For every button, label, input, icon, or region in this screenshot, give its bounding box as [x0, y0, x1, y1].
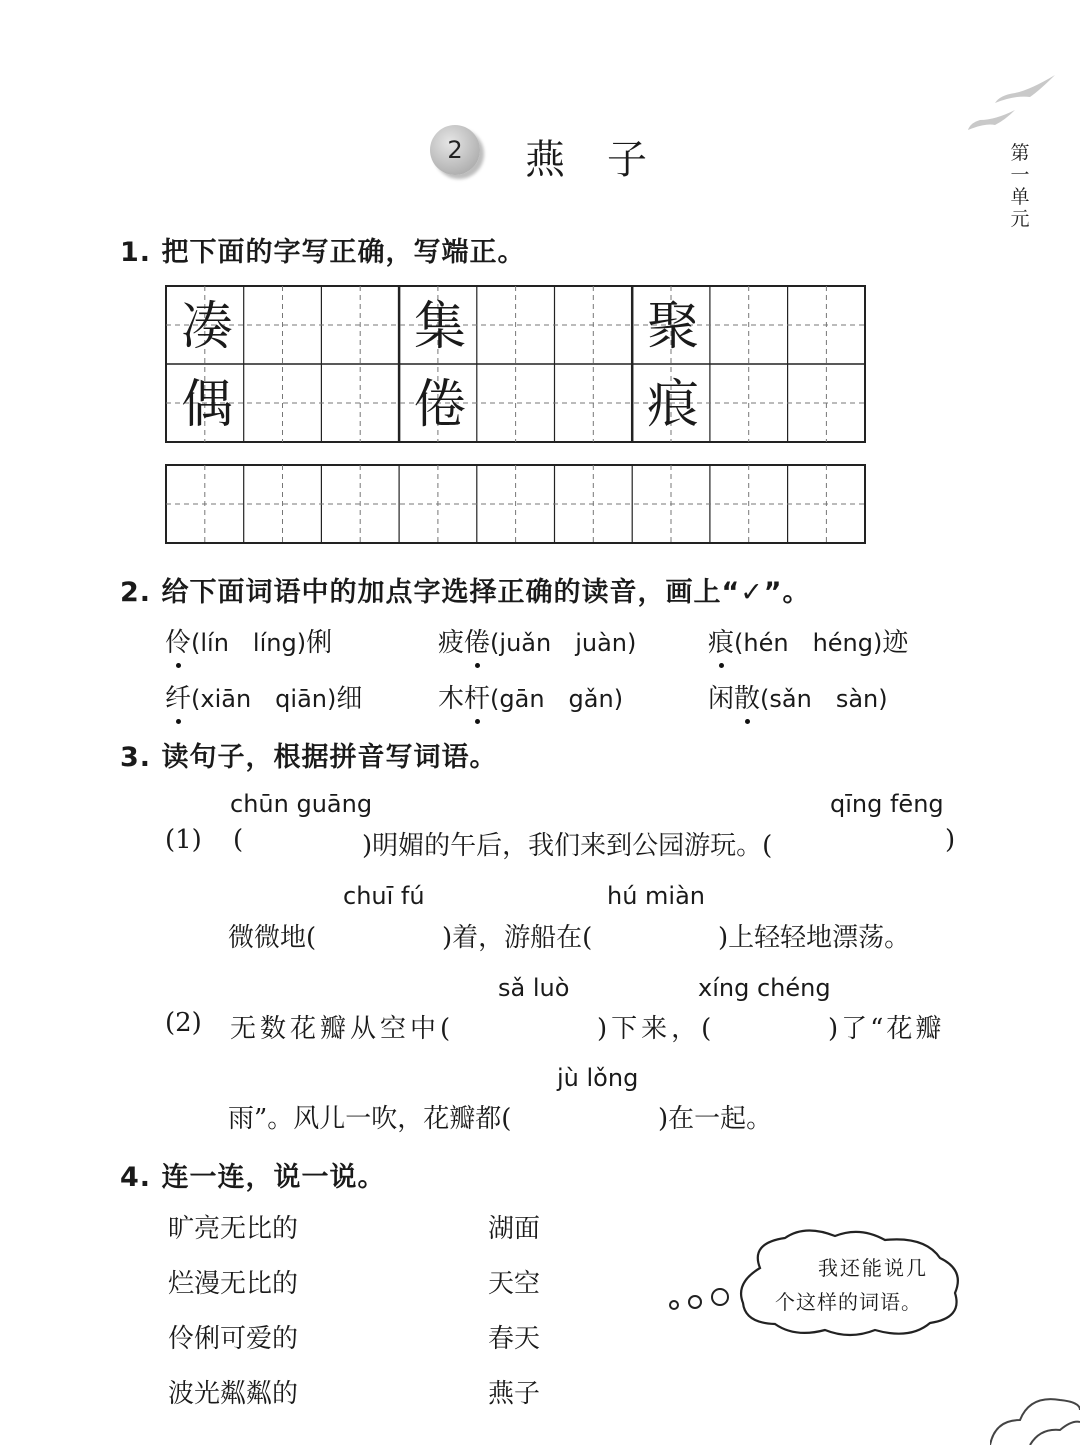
- char-hen: 痕: [646, 375, 699, 435]
- flying-birds-icon: [960, 65, 1070, 140]
- thought-text: 个这样的词语。: [775, 1290, 922, 1314]
- q1-heading: 1. 把下面的字写正确，写端正。: [120, 237, 526, 268]
- pinyin-options: (juǎn juàn): [490, 629, 637, 657]
- sentence-text: )明媚的午后，我们来到公园游玩。(: [362, 831, 773, 861]
- sentence-number: (1): [165, 825, 202, 855]
- match-right-item[interactable]: 湖面: [488, 1214, 541, 1244]
- pinyin-hint: chuī fú: [343, 882, 425, 910]
- dotted-char: 散: [734, 678, 760, 715]
- sentence-text: )上轻轻地漂荡。: [718, 923, 911, 953]
- pronunciation-item[interactable]: [165, 678, 362, 715]
- pinyin-options: (sǎn sàn): [760, 685, 888, 713]
- writing-grid-1: [165, 285, 867, 445]
- sentence-number: (2): [165, 1008, 202, 1038]
- char-ou: 偶: [180, 375, 233, 435]
- writing-grid-2[interactable]: [165, 464, 867, 546]
- pronunciation-item[interactable]: [438, 678, 623, 715]
- pinyin-hint: xíng chéng: [698, 974, 831, 1002]
- q2-heading: 2. 给下面词语中的加点字选择正确的读音，画上“✓”。: [120, 577, 811, 608]
- word-prefix: 闲: [708, 684, 735, 714]
- match-right-item[interactable]: 春天: [488, 1324, 541, 1354]
- match-left-item[interactable]: 烂漫无比的: [168, 1269, 299, 1299]
- char-juan: 倦: [413, 375, 466, 435]
- lesson-title: 燕子: [525, 137, 689, 183]
- pinyin-options: (lín líng): [191, 629, 307, 657]
- match-right-item[interactable]: 燕子: [488, 1379, 541, 1409]
- word-suffix: 细: [336, 684, 363, 714]
- dotted-char: 痕: [708, 622, 734, 659]
- q4-heading: 4. 连一连，说一说。: [120, 1162, 386, 1193]
- pinyin-hint: qīng fēng: [830, 790, 944, 818]
- char-ju: 聚: [646, 297, 699, 357]
- pronunciation-item[interactable]: [438, 622, 636, 659]
- dotted-char: 伶: [165, 622, 191, 659]
- pinyin-options: (xiān qiān): [191, 685, 337, 713]
- word-prefix: 木: [438, 684, 465, 714]
- pronunciation-item[interactable]: [708, 678, 888, 715]
- thought-text: 我还能说几: [818, 1256, 928, 1280]
- sentence-text: 雨”。风儿一吹，花瓣都(: [228, 1104, 512, 1134]
- dotted-char: 杆: [464, 678, 490, 715]
- pinyin-hint: jù lǒng: [557, 1064, 639, 1092]
- match-right-item[interactable]: 天空: [488, 1269, 541, 1299]
- thought-bubble-icon: [665, 1228, 965, 1340]
- sentence-text: ): [945, 825, 956, 855]
- sentence-text: 无数花瓣从空中(: [230, 1014, 455, 1044]
- sentence-text: )着，游船在(: [442, 923, 593, 953]
- dotted-char: 纤: [165, 678, 191, 715]
- dotted-char: 倦: [464, 622, 490, 659]
- cloud-decoration-icon: [990, 1390, 1080, 1445]
- sentence-text: (: [233, 825, 244, 855]
- match-left-item[interactable]: 伶俐可爱的: [168, 1324, 299, 1354]
- unit-label: 第 一 单 元: [1010, 142, 1030, 230]
- pronunciation-item[interactable]: [165, 622, 332, 659]
- lesson-number-badge: 2: [430, 125, 480, 175]
- sentence-text: )下来，(: [597, 1014, 716, 1044]
- pinyin-options: (gān gǎn): [490, 685, 624, 713]
- char-cou: 凑: [180, 297, 233, 357]
- sentence-text: )了“花瓣: [828, 1014, 945, 1044]
- pinyin-hint: hú miàn: [607, 882, 706, 910]
- word-prefix: 疲: [438, 628, 465, 658]
- match-left-item[interactable]: 波光粼粼的: [168, 1379, 299, 1409]
- match-left-item[interactable]: 旷亮无比的: [168, 1214, 299, 1244]
- word-suffix: 迹: [882, 628, 909, 658]
- sentence-text: )在一起。: [658, 1104, 773, 1134]
- word-suffix: 俐: [306, 628, 333, 658]
- pronunciation-item[interactable]: [708, 622, 908, 659]
- pinyin-hint: sǎ luò: [498, 974, 570, 1002]
- q3-heading: 3. 读句子，根据拼音写词语。: [120, 742, 498, 773]
- pinyin-hint: chūn guāng: [230, 790, 373, 818]
- char-ji: 集: [413, 297, 466, 357]
- pinyin-options: (hén héng): [734, 629, 883, 657]
- sentence-text: 微微地(: [228, 923, 317, 953]
